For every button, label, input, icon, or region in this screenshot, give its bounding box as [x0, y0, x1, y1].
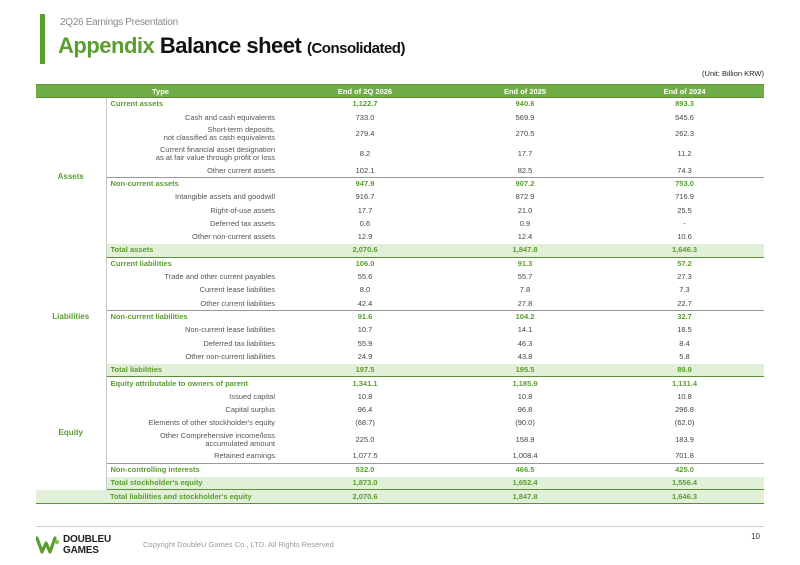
cell-value: 11.2	[677, 149, 692, 159]
cell-value: 1,646.3	[605, 244, 764, 257]
cell-value: 1,122.7	[352, 99, 378, 109]
cell-value: 55.7	[517, 272, 533, 282]
table-row	[36, 124, 764, 144]
total-row	[36, 244, 764, 257]
cell-value: (62.0)	[674, 418, 695, 428]
row-label: Other non-current assets	[192, 232, 276, 242]
row-label	[106, 124, 285, 144]
cell-value: 197.5	[285, 364, 445, 377]
cell-value: 57.2	[677, 259, 692, 269]
balance-sheet-table	[36, 84, 764, 504]
cell-value: 32.7	[605, 310, 764, 323]
row-label: Deferred tax liabilities	[203, 338, 276, 348]
row-label: Capital surplus	[225, 405, 276, 415]
company-logo	[36, 532, 116, 558]
cell-value: 1,847.8	[445, 490, 605, 503]
cell-value: 1,008.4	[512, 451, 538, 461]
row-label: Total stockholder's equity	[106, 477, 285, 490]
row-label-text: Current financial asset designation as at fair value through profit or loss	[155, 145, 276, 163]
row-label: Other non-current liabilities	[185, 351, 276, 361]
cell-value: 425.0	[605, 463, 764, 476]
cell-value: 916.7	[355, 192, 375, 202]
page-title	[58, 33, 405, 59]
table-row	[36, 297, 764, 310]
row-label: Trade and other current payables	[164, 272, 276, 282]
table-row	[36, 450, 764, 463]
table-row	[36, 257, 764, 270]
cell-value: 82.5	[517, 165, 533, 175]
cell-value: 270.5	[515, 129, 535, 139]
cell-value: 43.8	[517, 351, 533, 361]
table-row	[36, 270, 764, 283]
group-equity: Equity	[36, 377, 106, 490]
total-row	[36, 477, 764, 490]
cell-value: 8.0	[359, 285, 371, 295]
table-row	[36, 463, 764, 476]
cell-value: 89.9	[605, 364, 764, 377]
header-col-3: End of 2024	[605, 85, 764, 98]
cell-value: -	[683, 218, 686, 228]
cell-value: 569.9	[515, 112, 535, 122]
row-label: Equity attributable to owners of parent	[110, 378, 249, 388]
cell-value: 12.9	[357, 232, 373, 242]
table-row	[36, 417, 764, 430]
footer-divider	[36, 526, 764, 527]
cell-value: 158.9	[515, 435, 535, 445]
logo-word-2: GAMES	[63, 545, 99, 556]
cell-value: 42.4	[357, 298, 373, 308]
table-row	[36, 284, 764, 297]
table-row	[36, 177, 764, 190]
row-label: Current liabilities	[110, 259, 172, 269]
cell-value: 1,556.4	[605, 477, 764, 490]
grand-total-row	[36, 490, 764, 503]
cell-value: 12.4	[517, 232, 533, 242]
cell-value: 183.9	[675, 435, 694, 445]
cell-value: 55.6	[357, 272, 373, 282]
cell-value: 733.0	[355, 112, 375, 122]
title-accent-bar	[40, 14, 45, 64]
cell-value: 2,070.6	[285, 490, 445, 503]
cell-value: 0.6	[359, 218, 371, 228]
cell-value: 106.0	[355, 259, 375, 269]
doubleu-logo-icon	[36, 534, 60, 556]
logo-word-1: DOUBLEU	[63, 534, 112, 545]
row-label: Total liabilities and stockholder's equity	[106, 490, 285, 503]
cell-value: 24.9	[357, 351, 373, 361]
cell-value: 10.7	[357, 325, 373, 335]
cell-value: 74.3	[677, 165, 692, 175]
header-col-1: End of 2Q 2026	[285, 85, 445, 98]
cell-value: 195.5	[445, 364, 605, 377]
cell-value: 10.8	[517, 391, 533, 401]
grand-total-spacer	[36, 490, 106, 503]
table-header-row	[36, 85, 764, 98]
cell-value: 7.8	[519, 285, 531, 295]
row-label: Right-of-use assets	[210, 205, 276, 215]
title-paren: (Consolidated)	[306, 40, 405, 57]
cell-value: 532.0	[285, 463, 445, 476]
cell-value: 5.8	[679, 351, 690, 361]
cell-value: (90.0)	[515, 418, 535, 428]
cell-value: 907.2	[445, 177, 605, 190]
cell-value: 872.9	[515, 192, 535, 202]
cell-value: 7.3	[679, 285, 690, 295]
table-row	[36, 337, 764, 350]
cell-value: 27.8	[517, 298, 533, 308]
row-label-text: Other Comprehensive income/loss accumulated amount	[159, 431, 276, 449]
cell-value: 91.3	[517, 259, 533, 269]
cell-value: 0.9	[519, 218, 531, 228]
cell-value: 91.6	[285, 310, 445, 323]
row-label: Intangible assets and goodwill	[174, 192, 276, 202]
cell-value: 716.9	[675, 192, 694, 202]
row-label-text: Short-term deposits, not classified as cash equivalents	[163, 125, 276, 143]
row-label: Current lease liabilities	[199, 285, 276, 295]
cell-value: (68.7)	[355, 418, 375, 428]
cell-value: 1,077.5	[352, 451, 378, 461]
cell-value: 753.0	[605, 177, 764, 190]
header-col-2: End of 2025	[445, 85, 605, 98]
cell-value: 1,185.9	[512, 378, 538, 388]
table-row	[36, 377, 764, 390]
unit-note: (Unit: Billion KRW)	[702, 69, 764, 78]
cell-value: 1,131.4	[672, 378, 698, 388]
cell-value: 8.4	[679, 338, 690, 348]
header-type: Type	[36, 85, 285, 98]
page-number: 10	[751, 532, 760, 541]
cell-value: 947.9	[285, 177, 445, 190]
title-accent: Appendix	[58, 33, 155, 58]
cell-value: 296.8	[675, 405, 694, 415]
cell-value: 545.6	[675, 112, 694, 122]
cell-value: 1,873.0	[285, 477, 445, 490]
cell-value: 96.4	[357, 405, 373, 415]
row-label: Non-current assets	[106, 177, 285, 190]
cell-value: 25.5	[677, 205, 692, 215]
copyright-text: Copyright DoubleU Games Co., LTD. All Rights Reserved	[143, 540, 334, 549]
row-label: Non-controlling interests	[106, 463, 285, 476]
table-row	[36, 403, 764, 416]
cell-value: 8.2	[359, 149, 371, 159]
group-assets: Assets	[36, 98, 106, 258]
cell-value: 17.7	[357, 205, 373, 215]
row-label: Retained earnings	[214, 451, 276, 461]
cell-value: 893.3	[675, 99, 694, 109]
row-label: Non-current liabilities	[106, 310, 285, 323]
cell-value: 96.8	[517, 405, 533, 415]
cell-value: 2,070.6	[285, 244, 445, 257]
table-row	[36, 204, 764, 217]
cell-value: 262.3	[675, 129, 694, 139]
cell-value: 17.7	[517, 149, 533, 159]
cell-value: 104.2	[445, 310, 605, 323]
row-label	[106, 144, 285, 164]
row-label: Cash and cash equivalents	[184, 112, 276, 122]
cell-value: 1,652.4	[445, 477, 605, 490]
table-row	[36, 144, 764, 164]
table-row	[36, 390, 764, 403]
table-row	[36, 98, 764, 111]
cell-value: 14.1	[517, 325, 533, 335]
cell-value: 10.8	[677, 391, 692, 401]
row-label: Issued capital	[229, 391, 276, 401]
row-label: Other current assets	[207, 165, 276, 175]
cell-value: 701.8	[675, 451, 694, 461]
cell-value: 225.0	[355, 435, 375, 445]
cell-value: 466.5	[445, 463, 605, 476]
table-row	[36, 430, 764, 450]
table-row	[36, 111, 764, 124]
cell-value: 102.1	[355, 165, 375, 175]
row-label: Current assets	[110, 99, 164, 109]
cell-value: 21.0	[517, 205, 533, 215]
table-row	[36, 310, 764, 323]
cell-value: 55.9	[357, 338, 373, 348]
group-liabilities: Liabilities	[36, 257, 106, 377]
cell-value: 279.4	[355, 129, 375, 139]
table-row	[36, 217, 764, 230]
total-row	[36, 364, 764, 377]
row-label: Other current liabilities	[200, 298, 276, 308]
table-row	[36, 324, 764, 337]
row-label: Elements of other stockholder's equity	[148, 418, 276, 428]
cell-value: 22.7	[677, 298, 692, 308]
cell-value: 940.6	[515, 99, 535, 109]
row-label: Deferred tax assets	[209, 218, 276, 228]
row-label: Non-current lease liabilities	[184, 325, 276, 335]
table-row	[36, 350, 764, 363]
title-main: Balance sheet	[159, 33, 302, 58]
row-label	[106, 430, 285, 450]
presentation-subtitle: 2Q26 Earnings Presentation	[60, 17, 178, 28]
cell-value: 1,646.3	[605, 490, 764, 503]
cell-value: 1,847.8	[445, 244, 605, 257]
row-label: Total liabilities	[106, 364, 285, 377]
row-label: Total assets	[106, 244, 285, 257]
cell-value: 46.3	[517, 338, 533, 348]
table-row	[36, 164, 764, 177]
table-row	[36, 231, 764, 244]
table-row	[36, 191, 764, 204]
cell-value: 18.5	[677, 325, 692, 335]
cell-value: 10.6	[677, 232, 692, 242]
cell-value: 27.3	[677, 272, 692, 282]
cell-value: 1,341.1	[352, 378, 378, 388]
cell-value: 10.8	[357, 391, 373, 401]
